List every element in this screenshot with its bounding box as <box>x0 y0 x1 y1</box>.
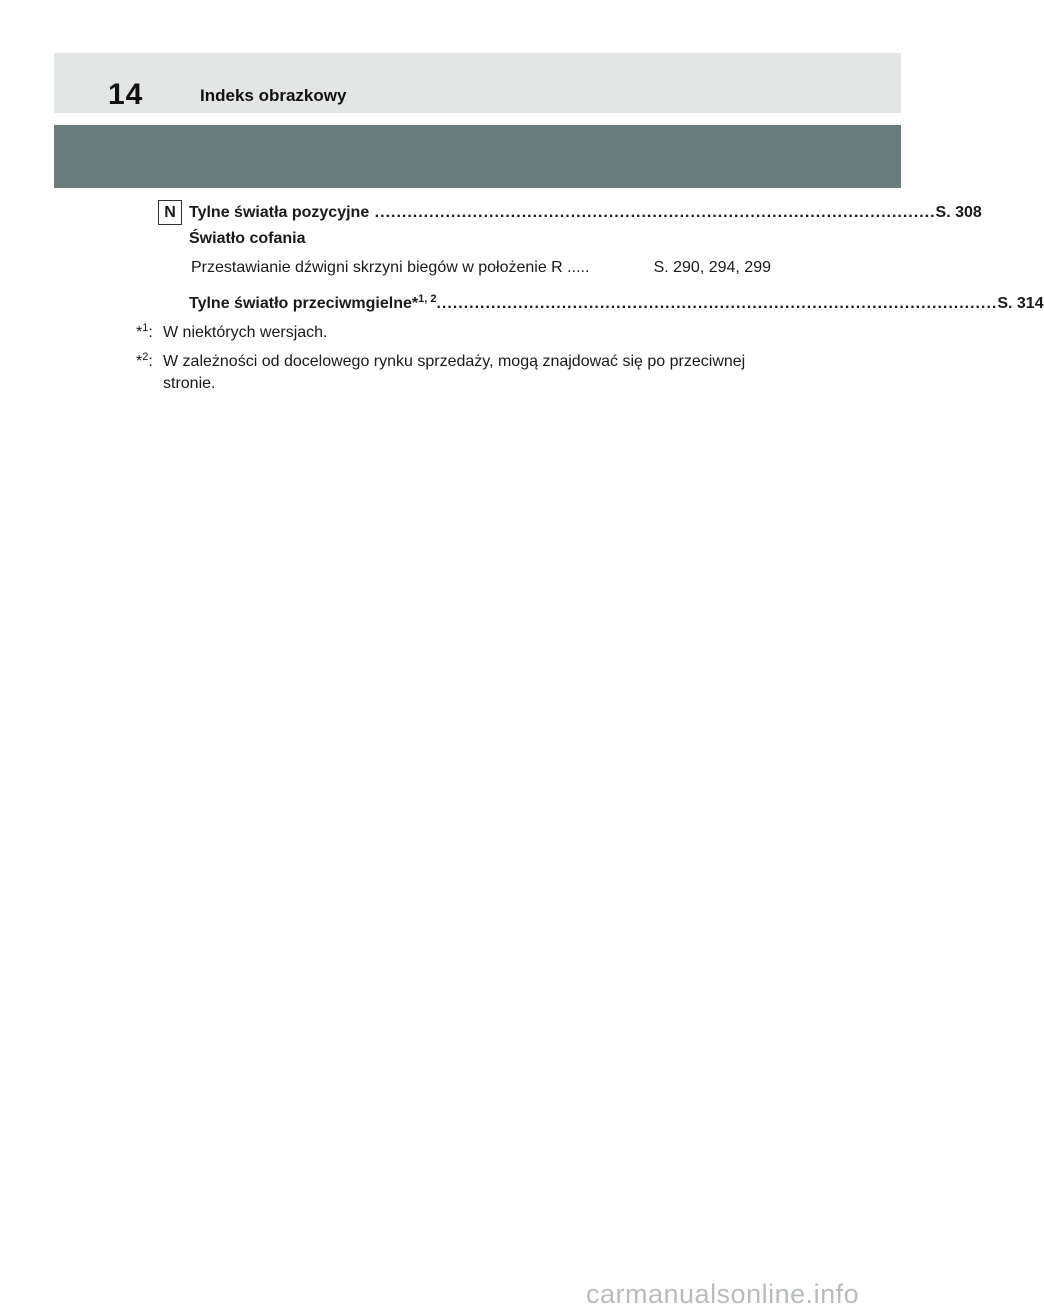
page-reference: S. 314 <box>997 295 1044 312</box>
watermark: carmanualsonline.info <box>586 1279 860 1309</box>
entry-reversing-light: Światło cofania <box>189 230 306 247</box>
page-reference: S. 308 <box>935 204 982 221</box>
dot-leader: ....................................................................................................... <box>436 295 998 312</box>
footnote-mark: *$^1$: <box>136 322 153 341</box>
footnote-2 <box>136 351 836 395</box>
entry-text: Tylne światło przeciwmgielne*$^{1, 2}$ <box>189 293 437 312</box>
page-number: 14 <box>108 78 144 111</box>
footnote-1 <box>136 322 836 344</box>
entry-reverse-gear-shift <box>191 258 771 278</box>
entry-text: Przestawianie dźwigni skrzyni biegów w położenie R <box>191 259 563 276</box>
entry-rear-position-lights <box>189 203 982 223</box>
dot-leader: ..... <box>562 259 590 276</box>
entry-label-box: N <box>158 200 182 225</box>
footnote-ref: 1, 2 <box>418 293 437 305</box>
section-title: Indeks obrazkowy <box>200 86 347 105</box>
dot-leader: ....................................................................................................... <box>369 204 936 221</box>
entry-rear-fog-light <box>189 293 1044 314</box>
entry-text: Tylne światła pozycyjne <box>189 204 370 221</box>
header-bar <box>54 53 901 113</box>
footnote-mark: *$^2$: <box>136 351 153 370</box>
section-band <box>54 125 901 188</box>
footnote-text: W niektórych wersjach. <box>163 324 328 341</box>
page-reference: S. 290, 294, 299 <box>653 259 771 276</box>
footnote-text: W zależności od docelowego rynku sprzedaży, mogą znajdować się po przeciwnej stronie. <box>163 353 746 392</box>
